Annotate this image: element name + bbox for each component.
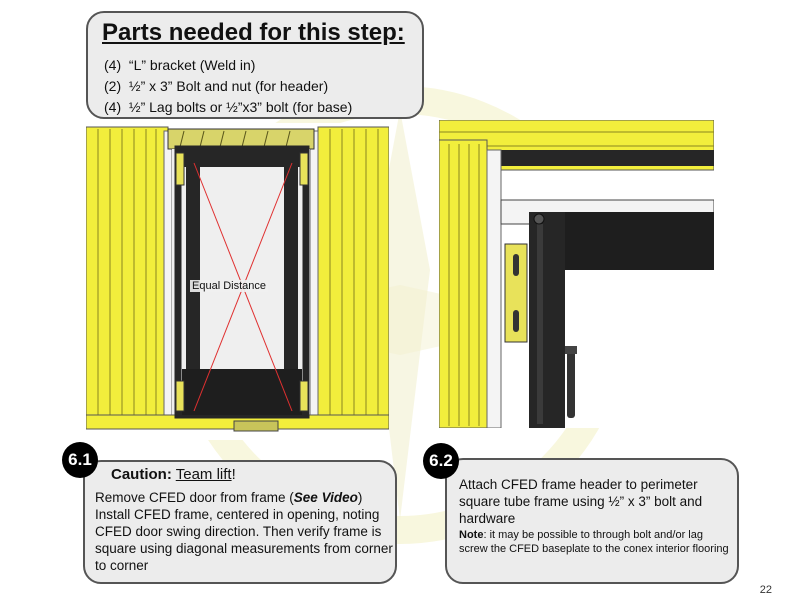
step-6-2-callout (445, 458, 739, 584)
equal-distance-label: Equal Distance (192, 280, 266, 292)
page-number: 22 (759, 584, 772, 596)
parts-callout (86, 11, 424, 119)
parts-list (104, 55, 352, 118)
parts-list-item: (2) ½” x 3” Bolt and nut (for header) (104, 78, 329, 94)
step-6-1-text: Remove CFED door from frame (See Video) Install CFED frame, centered in opening, noting CFED door swing direction. Then verify frame is square using diagonal measurements from corner to corner (95, 490, 393, 573)
step-6-2-note: Note: it may be possible to through bolt and/or lag screw the CFED baseplate to the conex interior flooring (459, 529, 729, 555)
caution-heading: Caution: Team lift! (111, 466, 236, 483)
step-6-2-text: Attach CFED frame header to perimeter square tube frame using ½” x 3” bolt and hardware (459, 477, 703, 526)
step-6-1-badge: 6.1 (62, 442, 98, 478)
parts-list-item: (4) ½” Lag bolts or ½”x3” bolt (for base) (104, 99, 353, 115)
step-6-1-callout (83, 460, 397, 584)
parts-title: Parts needed for this step: (102, 19, 405, 46)
step-6-2-badge: 6.2 (423, 443, 459, 479)
parts-list-item: (4) “L” bracket (Weld in) (104, 57, 256, 73)
right-detail-illustration (439, 120, 714, 428)
